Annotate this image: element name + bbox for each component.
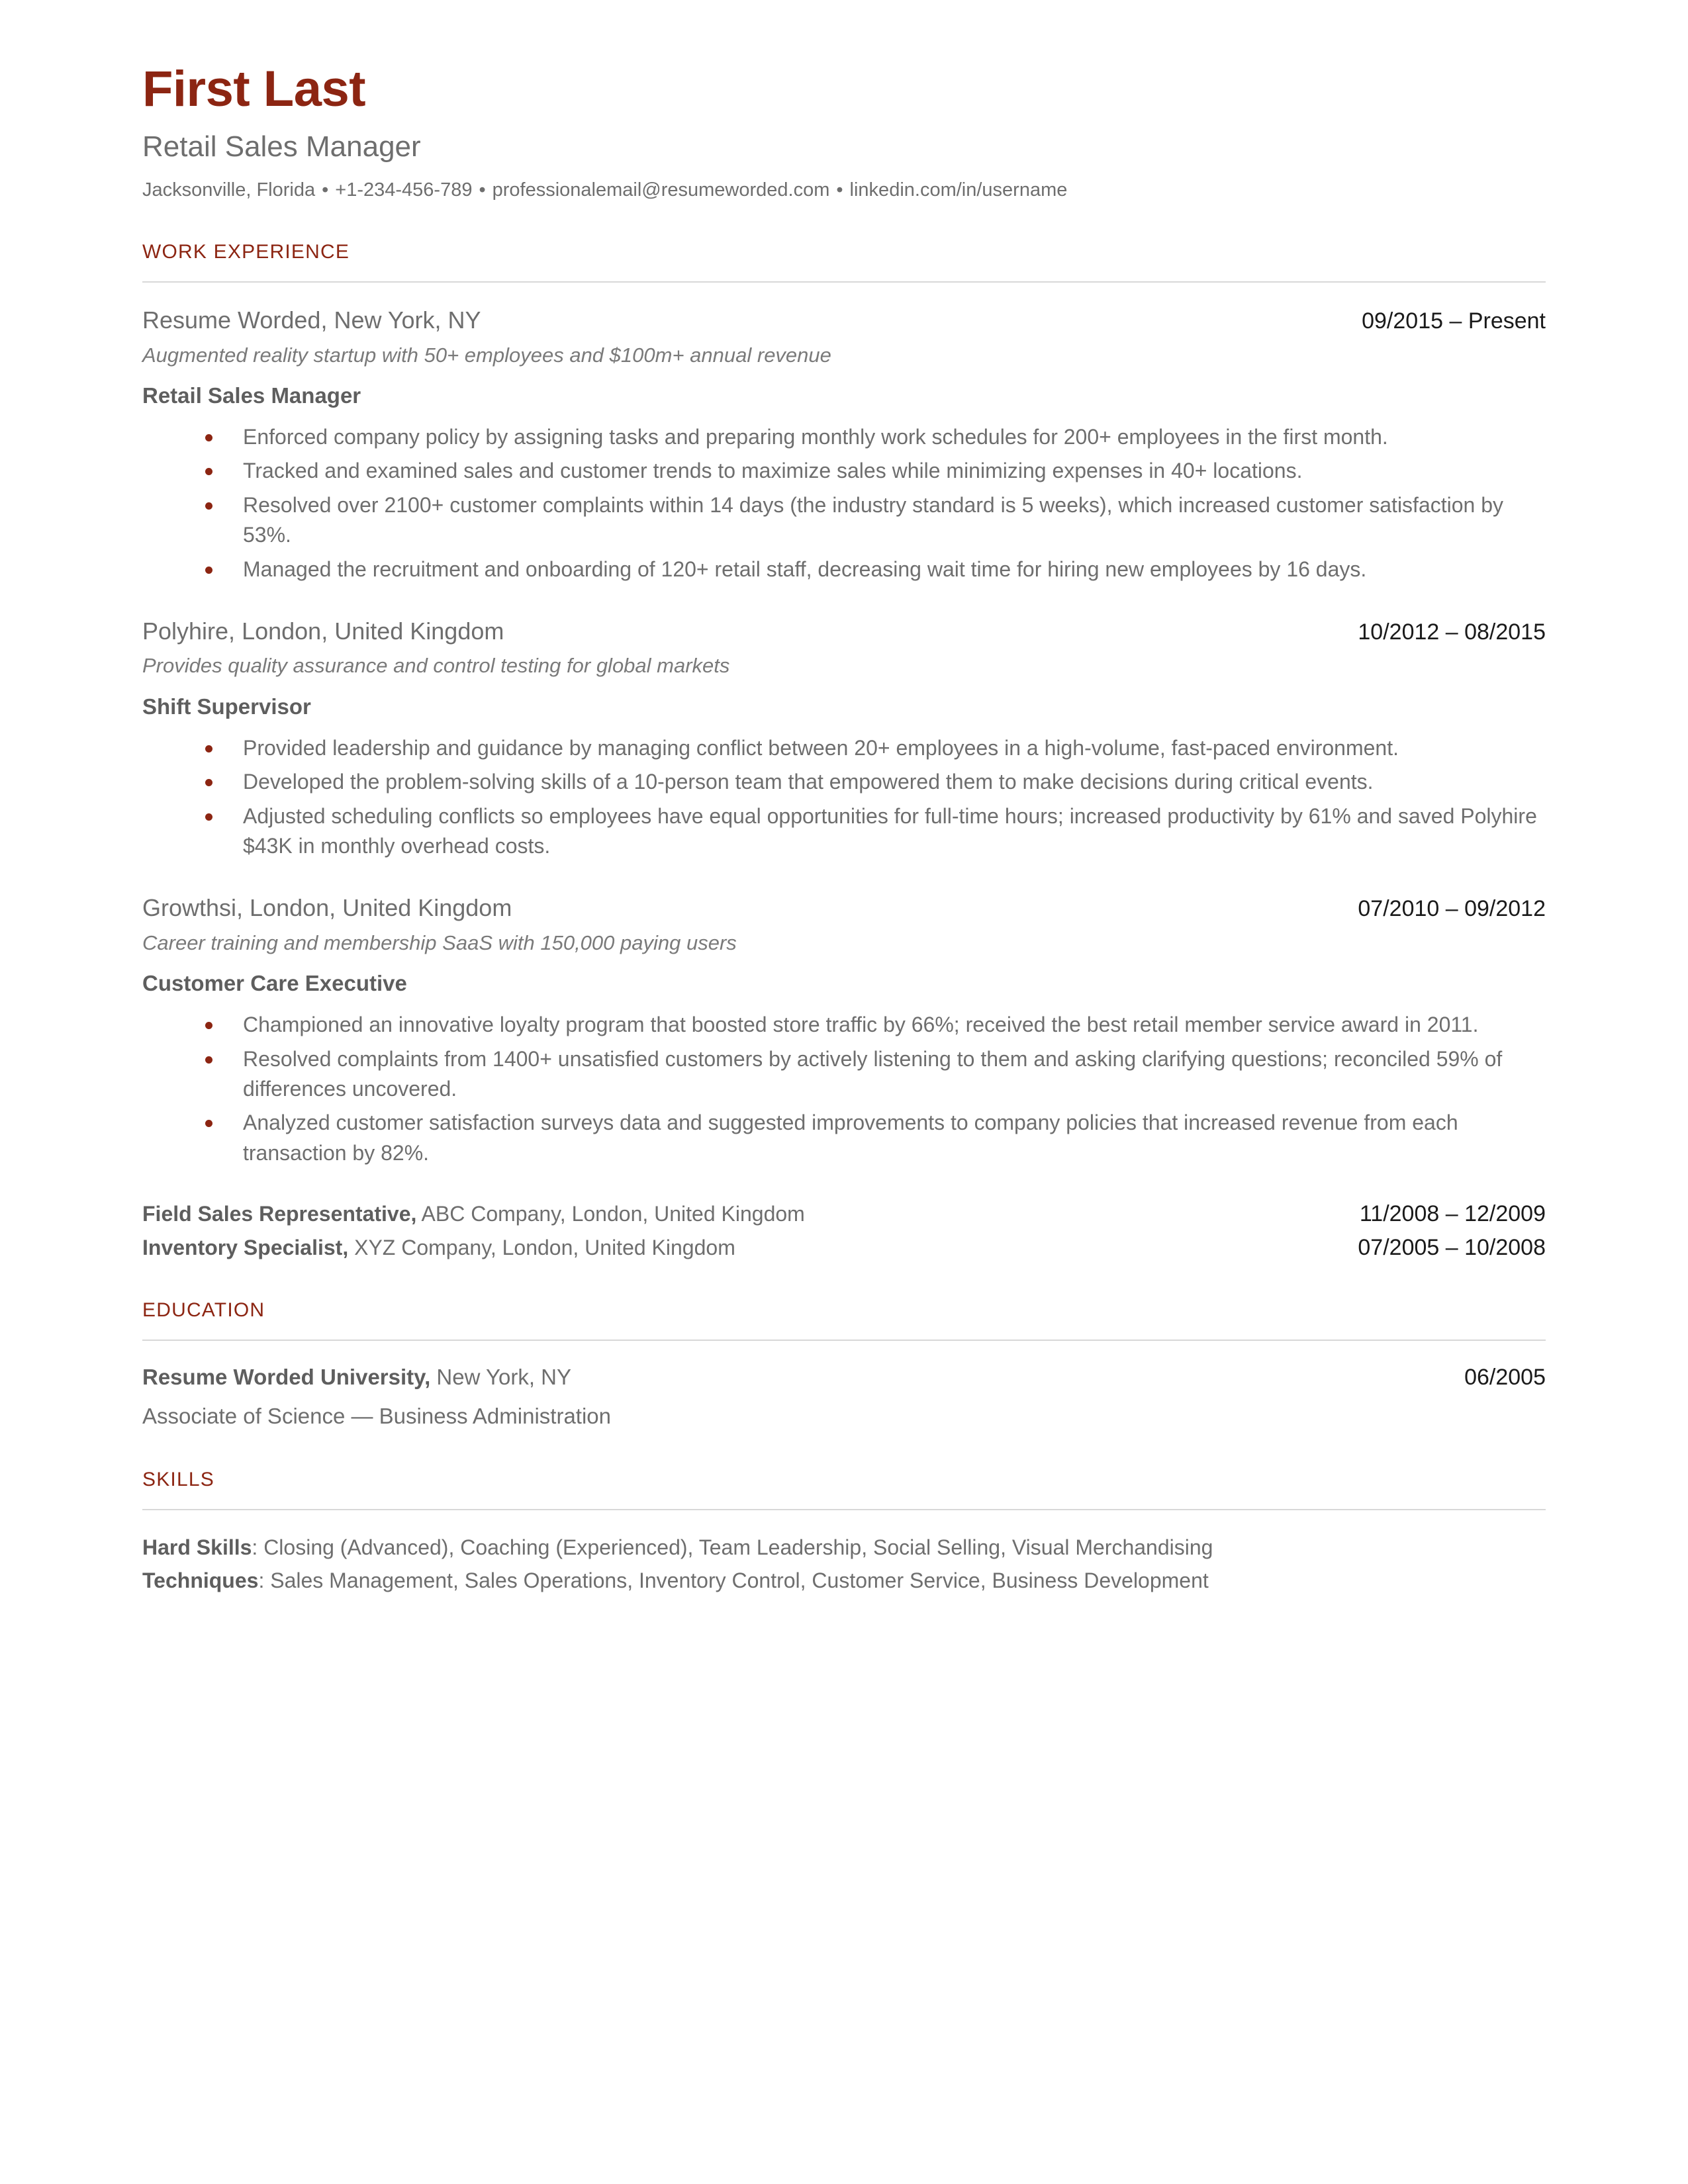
compact-role-detail: XYZ Company, London, United Kingdom xyxy=(348,1235,735,1259)
experience-bullet xyxy=(142,555,1546,584)
contact-phone[interactable]: +1-234-456-789 xyxy=(335,179,473,201)
contact-separator-1: • xyxy=(322,179,329,201)
experience-company: Growthsi, London, United Kingdom xyxy=(142,894,512,922)
experience-blurb: Career training and membership SaaS with 150,000 paying users xyxy=(142,931,737,954)
bullet-dot-icon xyxy=(205,1022,212,1029)
experience-bullet xyxy=(142,422,1546,452)
section-title-education: EDUCATION xyxy=(142,1299,265,1322)
experience-bullet-text: Provided leadership and guidance by managing conflict between 20+ employees in a high-volume, fast-paced environment. xyxy=(243,735,1399,760)
experience-bullet xyxy=(142,1108,1546,1168)
skill-row-value: : Closing (Advanced), Coaching (Experienced), Team Leadership, Social Selling, Visual Merchandising xyxy=(252,1535,1213,1560)
experience-bullet xyxy=(142,490,1546,551)
section-work-experience xyxy=(142,240,1546,1261)
bullet-dot-icon xyxy=(205,434,212,441)
contact-separator-2: • xyxy=(479,179,486,201)
experience-bullet-list xyxy=(142,733,1546,862)
compact-role-row xyxy=(142,1234,1546,1262)
experience-header xyxy=(142,893,1546,923)
experience-bullet-text: Developed the problem-solving skills of a 10-person team that empowered them to make decisions during critical events. xyxy=(243,770,1374,794)
compact-role-dates: 07/2005 – 10/2008 xyxy=(1358,1234,1546,1260)
bullet-dot-icon xyxy=(205,1120,212,1127)
experience-blurb: Provides quality assurance and control testing for global markets xyxy=(142,654,730,678)
experience-bullet-text: Resolved over 2100+ customer complaints within 14 days (the industry standard is 5 weeks), which increased customer satisfaction by 53%. xyxy=(243,492,1504,547)
experience-bullet-text: Adjusted scheduling conflicts so employees have equal opportunities for full-time hours; increased productivity by 61% and saved Polyhire $43K in monthly overhead costs. xyxy=(243,803,1537,858)
experience-bullet-text: Championed an innovative loyalty program that boosted store traffic by 66%; received the best retail member service award in 2011. xyxy=(243,1013,1479,1037)
experience-bullet-text: Tracked and examined sales and customer trends to maximize sales while minimizing expenses in 40+ locations. xyxy=(243,459,1303,483)
education-header xyxy=(142,1363,1546,1392)
experience-bullet-list xyxy=(142,1010,1546,1168)
compact-role-title: Inventory Specialist, xyxy=(142,1235,349,1259)
experience-company: Polyhire, London, United Kingdom xyxy=(142,617,504,645)
experience-bullet xyxy=(142,456,1546,486)
contact-linkedin[interactable]: linkedin.com/in/username xyxy=(849,179,1068,201)
section-title-work-experience: WORK EXPERIENCE xyxy=(142,241,350,263)
experience-bullet-text: Resolved complaints from 1400+ unsatisfied customers by actively listening to them and asking clarifying questions; reconciled 59% of differences uncovered. xyxy=(243,1046,1503,1101)
experience-bullet-text: Managed the recruitment and onboarding of 120+ retail staff, decreasing wait time for hiring new employees by 16 days. xyxy=(243,557,1367,581)
bullet-dot-icon xyxy=(205,745,212,752)
contact-location: Jacksonville, Florida xyxy=(142,179,316,201)
experience-header xyxy=(142,305,1546,336)
candidate-headline: Retail Sales Manager xyxy=(142,130,421,163)
section-title-skills: SKILLS xyxy=(142,1469,214,1491)
education-school xyxy=(142,1363,571,1392)
section-divider-skills xyxy=(142,1509,1546,1510)
experience-company: Resume Worded, New York, NY xyxy=(142,306,481,334)
skill-row-label: Techniques xyxy=(142,1569,259,1593)
experience-dates: 09/2015 – Present xyxy=(1362,308,1546,334)
compact-role-row xyxy=(142,1200,1546,1228)
bullet-dot-icon xyxy=(205,1056,212,1064)
skill-row-value: : Sales Management, Sales Operations, Inventory Control, Customer Service, Business Development xyxy=(258,1569,1209,1593)
compact-role-dates: 11/2008 – 12/2009 xyxy=(1359,1201,1546,1227)
bullet-dot-icon xyxy=(205,779,212,786)
experience-entry xyxy=(142,305,1546,584)
experience-bullet xyxy=(142,767,1546,797)
compact-role-left xyxy=(142,1234,735,1261)
compact-role-detail: ABC Company, London, United Kingdom xyxy=(416,1202,805,1226)
section-divider-work xyxy=(142,281,1546,283)
contact-line xyxy=(142,178,1546,203)
experience-bullet xyxy=(142,1044,1546,1105)
bullet-dot-icon xyxy=(205,502,212,510)
compact-role-title: Field Sales Representative, xyxy=(142,1202,417,1226)
experience-bullet xyxy=(142,801,1546,862)
bullet-dot-icon xyxy=(205,468,212,475)
education-school-location: New York, NY xyxy=(430,1365,572,1390)
resume-header xyxy=(142,63,1546,203)
contact-separator-3: • xyxy=(836,179,843,201)
experience-dates: 10/2012 – 08/2015 xyxy=(1358,619,1546,645)
education-dates: 06/2005 xyxy=(1464,1365,1546,1390)
candidate-name: First Last xyxy=(142,61,366,117)
section-skills xyxy=(142,1468,1546,1595)
contact-email[interactable]: professionalemail@resumeworded.com xyxy=(492,179,830,201)
experience-blurb: Augmented reality startup with 50+ employees and $100m+ annual revenue xyxy=(142,343,831,367)
experience-role: Customer Care Executive xyxy=(142,971,407,996)
experience-dates: 07/2010 – 09/2012 xyxy=(1358,896,1546,922)
experience-entry xyxy=(142,893,1546,1168)
education-school-name: Resume Worded University, xyxy=(142,1365,431,1390)
skill-row xyxy=(142,1566,1546,1595)
experience-bullet-text: Enforced company policy by assigning tasks and preparing monthly work schedules for 200+ employees in the first month. xyxy=(243,424,1388,449)
education-degree: Associate of Science — Business Administration xyxy=(142,1404,612,1429)
experience-entry xyxy=(142,616,1546,861)
experience-bullet xyxy=(142,733,1546,763)
skill-row xyxy=(142,1533,1546,1562)
section-divider-education xyxy=(142,1340,1546,1341)
bullet-dot-icon xyxy=(205,567,212,574)
experience-role: Shift Supervisor xyxy=(142,694,311,719)
experience-header xyxy=(142,616,1546,647)
bullet-dot-icon xyxy=(205,813,212,821)
experience-bullet-list xyxy=(142,422,1546,584)
compact-role-list xyxy=(142,1200,1546,1261)
experience-bullet xyxy=(142,1010,1546,1040)
experience-bullet-text: Analyzed customer satisfaction surveys data and suggested improvements to company policies that increased revenue from each transaction by 82%. xyxy=(243,1111,1458,1165)
compact-role-left xyxy=(142,1200,805,1228)
experience-role: Retail Sales Manager xyxy=(142,383,361,408)
skill-row-label: Hard Skills xyxy=(142,1535,252,1560)
section-education xyxy=(142,1298,1546,1431)
